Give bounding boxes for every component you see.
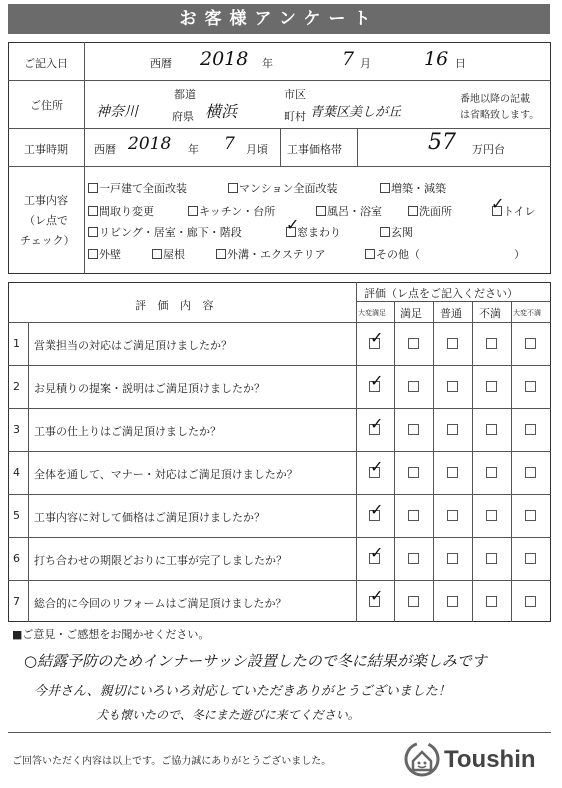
option-washroom[interactable]: 洗面所	[408, 203, 452, 219]
work-era: 西暦	[94, 143, 116, 156]
option-full-house[interactable]: 一戸建て全面改装	[88, 180, 187, 196]
rating-checkbox[interactable]	[486, 424, 497, 435]
question-text: 全体を通して、マナー・対応はご満足頂けましたか？	[34, 468, 298, 481]
rating-checkbox[interactable]	[525, 467, 536, 478]
rating-subheader-line	[356, 301, 551, 302]
rating-checkbox[interactable]	[408, 424, 419, 435]
rating-checkbox[interactable]	[408, 338, 419, 349]
question-number: 1	[13, 337, 20, 350]
rating-checkbox[interactable]	[486, 381, 497, 392]
rating-checkbox[interactable]	[447, 424, 458, 435]
rating-check-mark: ✓	[370, 500, 384, 519]
rating-checkbox[interactable]	[486, 596, 497, 607]
rating-check-mark: ✓	[370, 543, 384, 562]
rating-divider	[356, 282, 357, 622]
city-label-top: 市区	[284, 88, 306, 101]
question-number: 4	[13, 466, 20, 479]
rating-header: 評価（レ点をご記入ください）	[364, 287, 518, 300]
question-row-divider	[8, 494, 551, 495]
comments-bottom-line	[8, 732, 551, 733]
option-living[interactable]: リビング・居室・廊下・階段	[88, 224, 242, 240]
work-year-unit: 年	[188, 143, 199, 156]
town-value: 青葉区美しが丘	[310, 105, 402, 120]
option-full-mansion[interactable]: マンション全面改装	[228, 180, 338, 196]
rating-checkbox[interactable]	[486, 338, 497, 349]
question-number: 6	[13, 552, 20, 565]
entry-year-value: 2018	[200, 48, 249, 70]
evaluation-header: 評 価 内 容	[135, 299, 218, 312]
window-check-mark: ✓	[286, 215, 300, 234]
question-number: 3	[13, 423, 20, 436]
question-text: 総合的に今回のリフォームはご満足頂けましたか？	[34, 597, 287, 610]
col-divider	[433, 301, 434, 622]
rating-checkbox[interactable]	[486, 553, 497, 564]
question-number: 2	[13, 380, 20, 393]
entry-year-unit: 年	[262, 57, 273, 70]
entry-era: 西暦	[150, 57, 172, 70]
option-exterior[interactable]: 外溝・エクステリア	[216, 246, 326, 262]
rating-checkbox[interactable]	[525, 510, 536, 521]
city-value: 横浜	[205, 102, 238, 121]
number-column-divider	[28, 322, 29, 622]
rating-checkbox[interactable]	[525, 553, 536, 564]
rating-checkbox[interactable]	[408, 510, 419, 521]
question-row-divider	[8, 537, 551, 538]
comment-line-1: ○結露予防のためインナーサッシ設置したので冬に結果が楽しみです	[24, 652, 487, 670]
comment-line-3: 犬も懐いたので、冬にまた遊びに来てください。	[96, 708, 360, 722]
option-roof[interactable]: 屋根	[152, 246, 185, 262]
price-unit: 万円台	[472, 143, 505, 156]
address-note-2: は省略致します。	[460, 110, 540, 121]
option-bath[interactable]: 風呂・浴室	[316, 203, 382, 219]
option-other-close: ）	[514, 248, 525, 261]
rating-checkbox[interactable]	[447, 467, 458, 478]
question-row-divider	[8, 451, 551, 452]
rating-checkbox[interactable]	[486, 510, 497, 521]
question-text: 営業担当の対応はご満足頂けましたか？	[34, 339, 232, 352]
option-extension[interactable]: 増築・減築	[380, 180, 446, 196]
rating-check-mark: ✓	[370, 328, 384, 347]
option-window[interactable]: 窓まわり	[286, 224, 341, 240]
question-text: 工事内容に対して価格はご満足頂けましたか？	[34, 511, 265, 524]
question-row-divider	[8, 365, 551, 366]
question-row-divider	[8, 408, 551, 409]
address-label: ご住所	[30, 99, 63, 112]
col-dissatisfied: 不満	[479, 307, 501, 320]
rating-check-mark: ✓	[370, 457, 384, 476]
comments-label: ■ご意見・ご感想をお聞かせください。	[12, 628, 210, 641]
work-content-label-3: チェック）	[20, 234, 75, 247]
work-year-value: 2018	[128, 134, 172, 154]
col-divider	[472, 301, 473, 622]
work-content-label-2: （レ点で	[24, 214, 68, 227]
entry-day-value: 16	[424, 48, 449, 70]
col-divider	[511, 301, 512, 622]
pref-value: 神奈川	[96, 104, 138, 120]
city-label-bottom: 町村	[284, 110, 306, 123]
toushin-logo	[402, 740, 552, 780]
brand-name: Toushin	[444, 746, 536, 773]
col-very-satisfied: 大変満足	[358, 309, 386, 317]
rating-checkbox[interactable]	[408, 381, 419, 392]
option-toilet[interactable]: トイレ	[492, 203, 535, 219]
price-divider	[280, 128, 281, 166]
entry-month-unit: 月	[360, 57, 371, 70]
rating-checkbox[interactable]	[447, 596, 458, 607]
option-entrance[interactable]: 玄関	[380, 224, 413, 240]
evaluation-table	[8, 282, 551, 622]
work-month-unit: 月頃	[246, 143, 268, 156]
rating-checkbox[interactable]	[408, 596, 419, 607]
toilet-check-mark: ✓	[491, 194, 505, 213]
col-satisfied: 満足	[400, 307, 422, 320]
option-layout[interactable]: 間取り変更	[88, 203, 154, 219]
work-month-value: 7	[224, 134, 235, 154]
comment-line-2: 今井さん、親切にいろいろ対応していただきありがとうございました！	[34, 684, 451, 699]
rating-checkbox[interactable]	[525, 424, 536, 435]
question-header-line	[8, 322, 551, 323]
rating-checkbox[interactable]	[447, 381, 458, 392]
rating-checkbox[interactable]	[447, 338, 458, 349]
question-text: お見積りの提案・説明はご満足頂けましたか？	[34, 382, 265, 395]
rating-check-mark: ✓	[370, 371, 384, 390]
row-divider	[8, 80, 551, 81]
rating-checkbox[interactable]	[525, 338, 536, 349]
col-neutral: 普通	[440, 307, 462, 320]
rating-checkbox[interactable]	[486, 467, 497, 478]
rating-check-mark: ✓	[370, 586, 384, 605]
footer-thanks: ご回答いただく内容は以上です。ご協力誠にありがとうございました。	[12, 756, 332, 767]
question-row-divider	[8, 580, 551, 581]
work-period-label: 工事時期	[24, 143, 68, 156]
price-divider-2	[357, 128, 358, 166]
entry-day-unit: 日	[455, 57, 466, 70]
work-content-label-1: 工事内容	[24, 194, 68, 207]
house-logo-icon	[402, 740, 442, 778]
row-divider	[8, 166, 551, 167]
info-label-divider	[84, 42, 85, 274]
address-note-1: 番地以降の記載	[460, 94, 530, 105]
rating-checkbox[interactable]	[525, 596, 536, 607]
option-exterior-wall[interactable]: 外壁	[88, 246, 121, 262]
price-value: 57	[428, 130, 456, 155]
question-number: 5	[13, 509, 20, 522]
question-text: 打ち合わせの期限どおりに工事が完了しましたか？	[34, 554, 287, 567]
question-number: 7	[13, 595, 20, 608]
rating-check-mark: ✓	[370, 414, 384, 433]
question-text: 工事の仕上りはご満足頂けましたか？	[34, 425, 221, 438]
page-title: お客様アンケート	[8, 4, 550, 34]
rating-checkbox[interactable]	[447, 510, 458, 521]
rating-checkbox[interactable]	[408, 467, 419, 478]
rating-checkbox[interactable]	[525, 381, 536, 392]
pref-label-top: 都道	[174, 88, 196, 101]
option-other[interactable]: その他（	[365, 246, 420, 262]
entry-date-label: ご記入日	[24, 57, 68, 70]
col-very-dissatisfied: 大変不満	[513, 309, 541, 317]
rating-checkbox[interactable]	[408, 553, 419, 564]
col-divider	[394, 301, 395, 622]
price-label: 工事価格帯	[287, 143, 342, 156]
rating-checkbox[interactable]	[447, 553, 458, 564]
pref-label-bottom: 府県	[172, 110, 194, 123]
entry-month-value: 7	[342, 48, 355, 70]
option-kitchen[interactable]: キッチン・台所	[188, 203, 275, 219]
